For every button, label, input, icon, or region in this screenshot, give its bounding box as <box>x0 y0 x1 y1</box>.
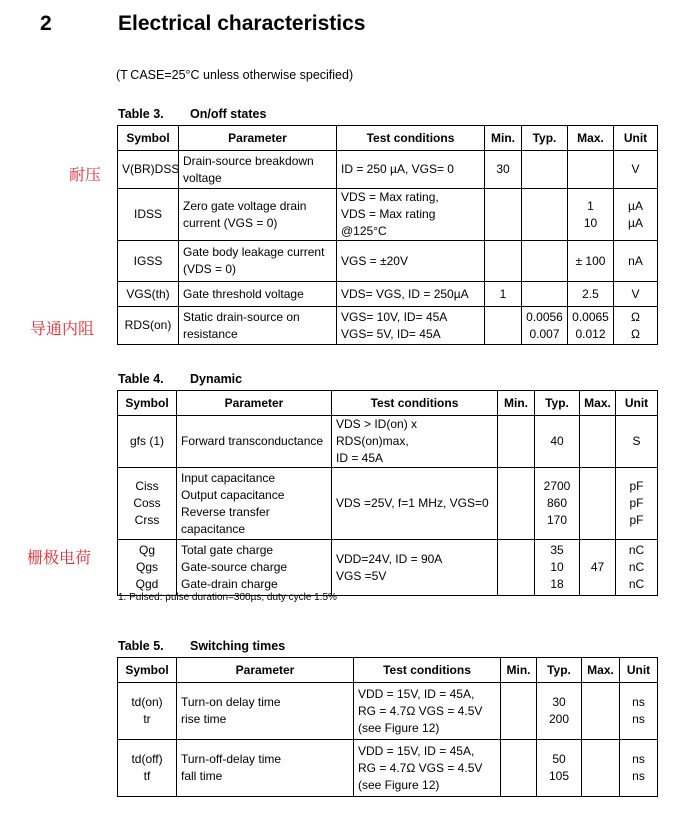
conditions-cell <box>337 241 485 282</box>
conditions-cell-line: (see Figure 12) <box>358 777 440 792</box>
min-cell <box>498 540 535 596</box>
conditions-cell-line: VDD=24V, ID = 90A <box>336 551 443 566</box>
symbol-cell-line: gfs (1) <box>129 434 164 448</box>
symbol-cell <box>118 540 177 596</box>
symbol-cell-line: Ciss <box>135 479 159 493</box>
unit-cell <box>614 307 658 345</box>
unit-cell-line: µA <box>628 198 643 213</box>
header-unit: Unit <box>614 126 658 151</box>
symbol-cell <box>118 416 177 468</box>
max-cell <box>582 683 620 740</box>
symbol-cell-line: td(off) <box>131 752 163 766</box>
parameter-cell-line: Gate-source charge <box>181 560 288 574</box>
unit-cell <box>616 416 658 468</box>
conditions-cell <box>337 282 485 307</box>
typ-cell-line: 105 <box>548 769 570 783</box>
header-max: Max. <box>582 658 620 683</box>
symbol-cell: VGS(th) <box>118 282 179 307</box>
table-row <box>118 416 658 468</box>
min-cell-line: 1 <box>499 286 507 301</box>
conditions-cell-line: ID = 45A <box>336 451 384 465</box>
unit-cell-line: Ω <box>631 326 640 341</box>
symbol-cell: IGSS <box>118 241 179 282</box>
conditions-cell-line: (see Figure 12) <box>358 720 440 735</box>
parameter-cell <box>179 151 337 189</box>
max-cell-line: 0.012 <box>575 326 606 341</box>
table3-title: On/off states <box>190 107 267 121</box>
header-typ: Typ. <box>522 126 568 151</box>
max-cell <box>580 540 616 596</box>
table5-caption <box>118 639 285 653</box>
parameter-cell-line: Zero gate voltage drain <box>183 198 307 213</box>
parameter-cell <box>177 683 354 740</box>
unit-cell-line: pF <box>629 496 644 510</box>
max-cell-line: ± 100 <box>575 253 606 268</box>
parameter-cell-line: Reverse transfer <box>181 504 270 519</box>
header-test-conditions: Test conditions <box>332 391 498 416</box>
header-unit: Unit <box>620 658 658 683</box>
conditions-cell-line: VDS= VGS, ID = 250µA <box>341 286 469 301</box>
conditions-cell-line: VDD = 15V, ID = 45A, <box>358 743 475 758</box>
min-cell-line: 30 <box>496 162 510 176</box>
conditions-cell <box>337 151 485 189</box>
table-row <box>118 468 658 540</box>
symbol-cell-line: Qg <box>138 543 155 557</box>
parameter-cell <box>179 282 337 307</box>
header-parameter: Parameter <box>179 126 337 151</box>
symbol-cell-line: tr <box>143 712 151 726</box>
table5 <box>117 657 658 797</box>
typ-cell-line: 50 <box>552 752 566 766</box>
min-cell <box>501 683 537 740</box>
unit-cell-line: ns <box>632 769 645 783</box>
symbol-cell-line: Qgs <box>135 560 158 574</box>
parameter-cell-line: Static drain-source on <box>183 309 300 324</box>
conditions-cell <box>332 468 498 540</box>
max-cell-line: 0.0065 <box>572 309 609 324</box>
parameter-cell <box>177 540 332 596</box>
parameter-cell <box>179 241 337 282</box>
typ-cell-line: 860 <box>546 496 568 510</box>
min-cell <box>485 307 522 345</box>
unit-cell-line: µA <box>628 215 643 230</box>
symbol-cell: RDS(on) <box>118 307 179 345</box>
max-cell <box>580 468 616 540</box>
max-cell-line: 10 <box>583 215 598 230</box>
unit-cell <box>614 151 658 189</box>
max-cell <box>568 282 614 307</box>
parameter-cell-line: Drain-source breakdown <box>183 153 314 168</box>
typ-cell-line: 170 <box>546 513 568 527</box>
table-row <box>118 241 658 282</box>
max-cell <box>568 307 614 345</box>
unit-cell <box>620 683 658 740</box>
parameter-cell-line: Turn-off-delay time <box>181 752 282 766</box>
max-cell <box>582 740 620 797</box>
parameter-cell <box>177 416 332 468</box>
parameter-cell-line: Total gate charge <box>181 543 274 557</box>
min-cell <box>498 468 535 540</box>
header-min: Min. <box>485 126 522 151</box>
table3-number: Table 3. <box>118 107 164 121</box>
parameter-cell-line: Turn-on delay time <box>181 695 281 709</box>
header-typ: Typ. <box>537 658 582 683</box>
parameter-cell-line: Gate-drain charge <box>181 577 278 591</box>
parameter-cell-line: (VDS = 0) <box>183 262 237 276</box>
typ-cell-line: 0.0056 <box>526 309 563 324</box>
symbol-cell-line: td(on) <box>131 695 163 709</box>
max-cell <box>568 151 614 189</box>
unit-cell-line: nA <box>628 253 643 268</box>
parameter-cell-line: voltage <box>183 170 222 185</box>
symbol-cell: IDSS <box>118 189 179 241</box>
parameter-cell-line: resistance <box>183 326 238 341</box>
min-cell <box>485 282 522 307</box>
header-symbol: Symbol <box>118 391 177 416</box>
table5-header-row <box>118 658 658 683</box>
symbol-cell <box>118 468 177 540</box>
typ-cell-line: 0.007 <box>529 326 560 341</box>
parameter-cell-line: capacitance <box>181 521 246 536</box>
typ-cell <box>522 282 568 307</box>
unit-cell-line: nC <box>628 577 645 591</box>
conditions-cell-line: VDS =25V, f=1 MHz, VGS=0 <box>336 496 489 510</box>
typ-cell <box>522 151 568 189</box>
typ-cell <box>537 740 582 797</box>
symbol-cell: V(BR)DSS <box>118 151 179 189</box>
typ-cell-line: 30 <box>552 695 566 709</box>
max-cell-line: 47 <box>590 560 605 574</box>
unit-cell-line: nC <box>628 543 645 557</box>
min-cell <box>501 740 537 797</box>
max-cell <box>568 241 614 282</box>
unit-cell <box>620 740 658 797</box>
unit-cell-line: ns <box>632 752 645 766</box>
parameter-cell-line: Input capacitance <box>181 470 276 485</box>
annotation-breakdown: 耐压 <box>69 165 102 184</box>
typ-cell <box>535 540 580 596</box>
parameter-cell <box>179 307 337 345</box>
max-cell <box>568 189 614 241</box>
min-cell <box>485 189 522 241</box>
annotation-gate-charge: 栅极电荷 <box>27 548 92 567</box>
symbol-cell <box>118 683 177 740</box>
symbol-cell <box>118 740 177 797</box>
unit-cell-line: pF <box>629 479 644 493</box>
conditions-cell <box>332 540 498 596</box>
max-cell <box>580 416 616 468</box>
parameter-cell-line: fall time <box>181 769 223 783</box>
parameter-cell-line: Gate body leakage current <box>183 245 325 259</box>
parameter-cell <box>179 189 337 241</box>
min-cell <box>485 151 522 189</box>
unit-cell-line: pF <box>629 513 644 527</box>
table-row <box>118 683 658 740</box>
unit-cell-line: S <box>632 434 641 448</box>
table4-title: Dynamic <box>190 372 243 386</box>
parameter-cell <box>177 740 354 797</box>
header-test-conditions: Test conditions <box>354 658 501 683</box>
unit-cell-line: ns <box>632 712 645 726</box>
typ-cell <box>535 468 580 540</box>
typ-cell <box>522 189 568 241</box>
parameter-cell-line: Output capacitance <box>181 487 285 502</box>
unit-cell-line: nC <box>628 560 645 574</box>
table4-caption <box>118 372 242 386</box>
condition-note: (T CASE=25°C unless otherwise specified) <box>116 68 354 82</box>
parameter-cell <box>177 468 332 540</box>
conditions-cell-line: VGS= 5V, ID= 45A <box>341 326 441 341</box>
header-symbol: Symbol <box>118 658 177 683</box>
table3-header-row <box>118 126 658 151</box>
typ-cell-line: 10 <box>550 560 564 574</box>
header-max: Max. <box>580 391 616 416</box>
symbol-cell-line: Qgd <box>135 577 159 591</box>
parameter-cell-line: current (VGS = 0) <box>183 215 278 230</box>
min-cell <box>485 241 522 282</box>
typ-cell <box>535 416 580 468</box>
table3 <box>117 125 658 345</box>
header-unit: Unit <box>616 391 658 416</box>
table5-number: Table 5. <box>118 639 164 653</box>
header-symbol: Symbol <box>118 126 179 151</box>
symbol-cell-line: Coss <box>133 496 161 510</box>
table4 <box>117 390 658 596</box>
conditions-cell-line: VGS = ±20V <box>341 253 408 268</box>
typ-cell-line: 18 <box>550 577 564 591</box>
unit-cell <box>616 540 658 596</box>
parameter-cell-line: Gate threshold voltage <box>183 286 304 301</box>
conditions-cell-line: ID = 250 µA, VGS= 0 <box>341 162 454 176</box>
conditions-cell <box>354 740 501 797</box>
header-max: Max. <box>568 126 614 151</box>
conditions-cell-line: VGS =5V <box>336 568 387 583</box>
table-row <box>118 282 658 307</box>
header-typ: Typ. <box>535 391 580 416</box>
unit-cell <box>616 468 658 540</box>
conditions-cell <box>337 189 485 241</box>
conditions-cell-line: VDD = 15V, ID = 45A, <box>358 686 475 701</box>
typ-cell-line: 40 <box>550 434 564 448</box>
conditions-cell-line: VGS= 10V, ID= 45A <box>341 309 448 324</box>
header-parameter: Parameter <box>177 658 354 683</box>
conditions-cell <box>337 307 485 345</box>
table4-number: Table 4. <box>118 372 164 386</box>
table-row <box>118 189 658 241</box>
conditions-cell-line: VDS = Max rating @125°C <box>341 207 436 238</box>
typ-cell <box>537 683 582 740</box>
typ-cell <box>522 241 568 282</box>
conditions-cell <box>332 416 498 468</box>
conditions-cell-line: VDS = Max rating, <box>341 190 439 204</box>
parameter-cell-line: rise time <box>181 712 227 726</box>
header-test-conditions: Test conditions <box>337 126 485 151</box>
header-parameter: Parameter <box>177 391 332 416</box>
table5-title: Switching times <box>190 639 286 653</box>
unit-cell-line: ns <box>632 695 645 709</box>
unit-cell <box>614 282 658 307</box>
unit-cell-line: Ω <box>631 309 640 324</box>
conditions-cell-line: VDS > ID(on) x RDS(on)max, <box>336 417 418 448</box>
table4-footnote: 1. Pulsed: pulse duration=300µs, duty cycle 1.5% <box>118 592 337 603</box>
table-row <box>118 151 658 189</box>
unit-cell-line: V <box>631 162 640 176</box>
annotation-on-resistance: 导通内阻 <box>30 319 95 338</box>
typ-cell <box>522 307 568 345</box>
max-cell-line: 2.5 <box>582 286 599 301</box>
parameter-cell-line: Forward transconductance <box>181 434 324 448</box>
table-row <box>118 307 658 345</box>
conditions-cell-line: RG = 4.7Ω VGS = 4.5V <box>358 703 483 718</box>
unit-cell-line: V <box>631 286 640 301</box>
table-row <box>118 740 658 797</box>
typ-cell-line: 2700 <box>543 479 571 493</box>
max-cell-line: 1 <box>587 198 594 213</box>
section-title: Electrical characteristics <box>118 12 366 35</box>
conditions-cell-line: RG = 4.7Ω VGS = 4.5V <box>358 760 483 775</box>
typ-cell-line: 35 <box>550 543 564 557</box>
table-row <box>118 540 658 596</box>
min-cell <box>498 416 535 468</box>
symbol-cell-line: Crss <box>134 513 160 527</box>
section-number: 2 <box>40 12 52 35</box>
unit-cell <box>614 241 658 282</box>
symbol-cell-line: tf <box>143 769 151 783</box>
conditions-cell <box>354 683 501 740</box>
typ-cell-line: 200 <box>548 712 570 726</box>
header-min: Min. <box>501 658 537 683</box>
table4-header-row <box>118 391 658 416</box>
unit-cell <box>614 189 658 241</box>
table3-caption <box>118 107 266 121</box>
header-min: Min. <box>498 391 535 416</box>
